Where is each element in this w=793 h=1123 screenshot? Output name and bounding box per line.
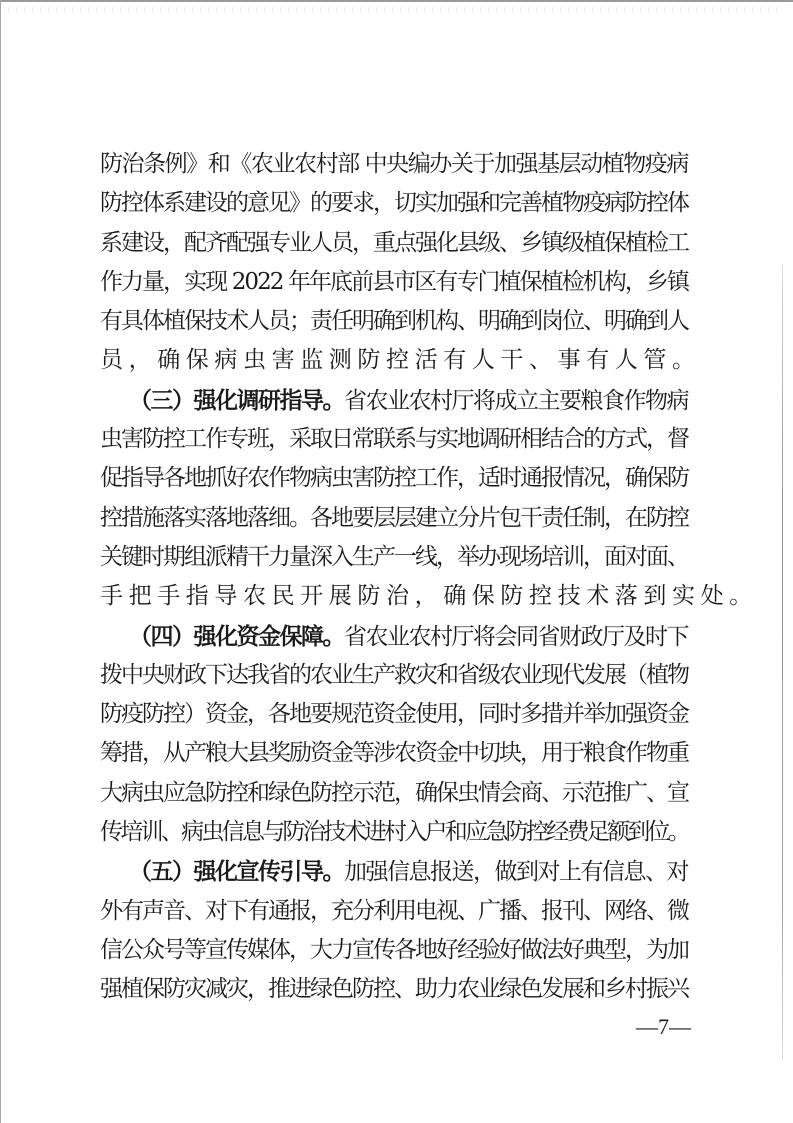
section-text: 省农业农村厅将会同省财政厅及时下	[344, 623, 688, 650]
scan-artifact-ticks	[8, 7, 784, 13]
section-heading: （五）强化宣传引导。	[129, 858, 344, 886]
text-line: 关键时期组派精干力量深入生产一线，举办现场培训，面对面、	[100, 543, 688, 570]
text-line: 虫害防控工作专班，采取日常联系与实地调研相结合的方式，督	[100, 426, 688, 453]
text-line: 作力量，实现 2022 年年底前县市区有专门植保植检机构，乡镇	[100, 268, 689, 295]
text-line: 筹措，从产粮大县奖励资金等涉农资金中切块，用于粮食作物重	[100, 740, 688, 767]
document-body	[100, 145, 758, 1010]
text-line: 拨中央财政下达我省的农业生产救灾和省级农业现代发展（植物	[100, 661, 688, 688]
text-line: 防治条例》和《农业农村部 中央编办关于加强基层动植物疫病	[100, 151, 688, 177]
text-line: 系建设，配齐配强专业人员，重点强化县级、乡镇级植保植检工	[100, 229, 688, 256]
section-heading: （三）强化调研指导。	[129, 386, 344, 414]
paragraph-continuation	[100, 145, 701, 381]
text-line: 大病虫应急防控和绿色防控示范，确保虫情会商、示范推广、宣	[100, 779, 688, 806]
text-line: 传培训、病虫信息与防治技术进村入户和应急防控经费足额到位。	[100, 819, 689, 846]
section-first-line	[100, 617, 688, 656]
section-text: 省农业农村厅将成立主要粮食作物病	[344, 387, 688, 414]
text-line: 防控体系建设的意见》的要求，切实加强和完善植物疫病防控体	[100, 190, 688, 217]
text-line: 强植保防灾减灾，推进绿色防控、助力农业绿色发展和乡村振兴	[100, 976, 688, 1003]
text-line: 防疫防控）资金，各地要规范资金使用，同时多措并举加强资金	[100, 701, 688, 728]
text-line: 员，确保病虫害监测防控活有人干、事有人管。	[100, 347, 701, 374]
section-4	[100, 617, 688, 853]
section-first-line	[100, 381, 688, 420]
section-heading: （四）强化资金保障。	[129, 622, 344, 650]
text-line: 手把手指导农民开展防治，确保防控技术落到实处。	[100, 583, 758, 610]
scan-left-border	[0, 0, 1, 1123]
scan-top-border	[0, 0, 793, 2]
page-number: —7—	[636, 1014, 691, 1039]
text-line: 控措施落实落地落细。各地要层层建立分片包干责任制，在防控	[100, 504, 688, 531]
text-line: 促指导各地抓好农作物病虫害防控工作，适时通报情况，确保防	[100, 465, 688, 492]
section-3	[100, 381, 758, 617]
scan-right-edge-line	[782, 265, 783, 1060]
text-line: 外有声音、对下有通报，充分利用电视、广播、报刊、网络、微	[100, 897, 688, 924]
section-5	[100, 852, 688, 1009]
section-first-line	[100, 852, 688, 891]
text-line: 信公众号等宣传媒体，大力宣传各地好经验好做法好典型，为加	[100, 936, 688, 963]
text-line: 有具体植保技术人员；责任明确到机构、明确到岗位、明确到人	[100, 308, 688, 335]
section-text: 加强信息报送，做到对上有信息、对	[344, 859, 688, 886]
